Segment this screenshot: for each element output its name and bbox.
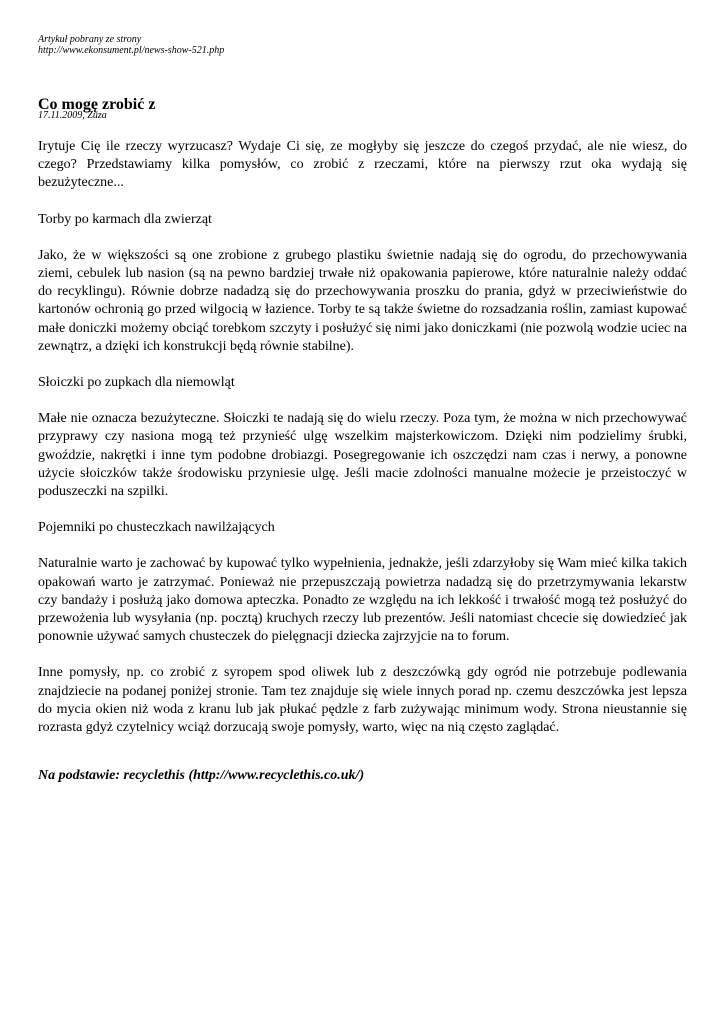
section-heading-pet-food-bags: Torby po karmach dla zwierząt xyxy=(38,211,212,227)
closing-paragraph: Inne pomysły, np. co zrobić z syropem spod oliwek lub z deszczówką gdy ogród nie potrzebuje podlewania znajdziecie na podanej poniżej stronie. Tam tez znajduje się wiele innych porad np. czemu deszczówka jest lepsza do mycia okien niż woda z kranu lub jak płukać pędzle z farb zużywając minimum wody. Strona nieustannie się rozrasta gdyż czytelnicy wciąż dorzucają swoje pomysły, warto, więc na nią często zaglądać. xyxy=(38,665,687,736)
section-heading-baby-food-jars: Słoiczki po zupkach dla niemowląt xyxy=(38,375,235,391)
source-note-line1: Artykuł pobrany ze strony xyxy=(38,34,142,45)
section-text-wipes-containers: Naturalnie warto je zachować by kupować tylko wypełnienia, jednakże, jeśli zdarzyłoby się Wam mieć kilka takich opakowań warto je zatrzymać. Ponieważ nie przepuszczają powietrza nadadzą się do przetrzymywania lekarstw czy bandaży i posłużą jako domowa apteczka. Ponadto ze względu na ich lekkość i trwałość mogą też posłużyć do przewożenia lub wysyłania (np. pocztą) kruchych rzeczy lub prezentów. Jeśli natomiast chcecie się dowiedzieć jak ponownie używać samych chusteczek do pielęgnacji dziecka zajrzyjcie na to forum. xyxy=(38,556,687,645)
article-intro: Irytuje Cię ile rzeczy wyrzucasz? Wydaje Ci się, ze mogłyby się jeszcze do czegoś przydać, ale nie wiesz, do czego? Przedstawiamy kilka pomysłów, co zrobić z rzeczami, które na pierwszy rzut oka wydają się bezużyteczne... xyxy=(38,139,687,191)
section-heading-wipes-containers: Pojemniki po chusteczkach nawilżających xyxy=(38,520,275,536)
document-page xyxy=(38,34,687,799)
source-attribution: Na podstawie: recyclethis (http://www.recyclethis.co.uk/) xyxy=(38,768,365,784)
article-date-author: 17.11.2009, Zuza xyxy=(38,110,107,121)
section-text-baby-food-jars: Małe nie oznacza bezużyteczne. Słoiczki te nadają się do wielu rzeczy. Poza tym, że można w nich przechowywać przyprawy czy nasiona mogą też przynieść ulgę wszelkim majsterkowiczom. Dzięki nim podzielimy śrubki, gwoździe, nakrętki i inne tym podobne drobiazgi. Posegregowanie ich oszczędzi nam czas i nerwy, a ponowne użycie słoiczków także środowisku przyniesie ulgę. Jeśli macie zdolności manualne możecie je przeistoczyć w poduszeczki na szpilki. xyxy=(38,411,687,500)
article-title: Co mogę zrobić z xyxy=(38,96,156,113)
source-note-url: http://www.ekonsument.pl/news-show-521.php xyxy=(38,45,225,56)
section-text-pet-food-bags: Jako, że w większości są one zrobione z grubego plastiku świetnie nadają się do ogrodu, do przechowywania ziemi, cebulek lub nasion (są na pewno bardziej trwałe niż opakowania papierowe, które naturalnie należy oddać do recyklingu). Równie dobrze nadadzą się do przechowywania proszku do prania, gdyż w przeciwieństwie do kartonów ochronią go przed wilgocią w łazience. Torby te są także świetne do rozsadzania roślin, zamiast kupować małe doniczki możemy obciąć torebkom szczyty i posłużyć się nimi jako doniczkami (nie pozwolą wodzie uciec na zewnątrz, a dzięki ich konstrukcji będą równie stabilne). xyxy=(38,247,687,354)
